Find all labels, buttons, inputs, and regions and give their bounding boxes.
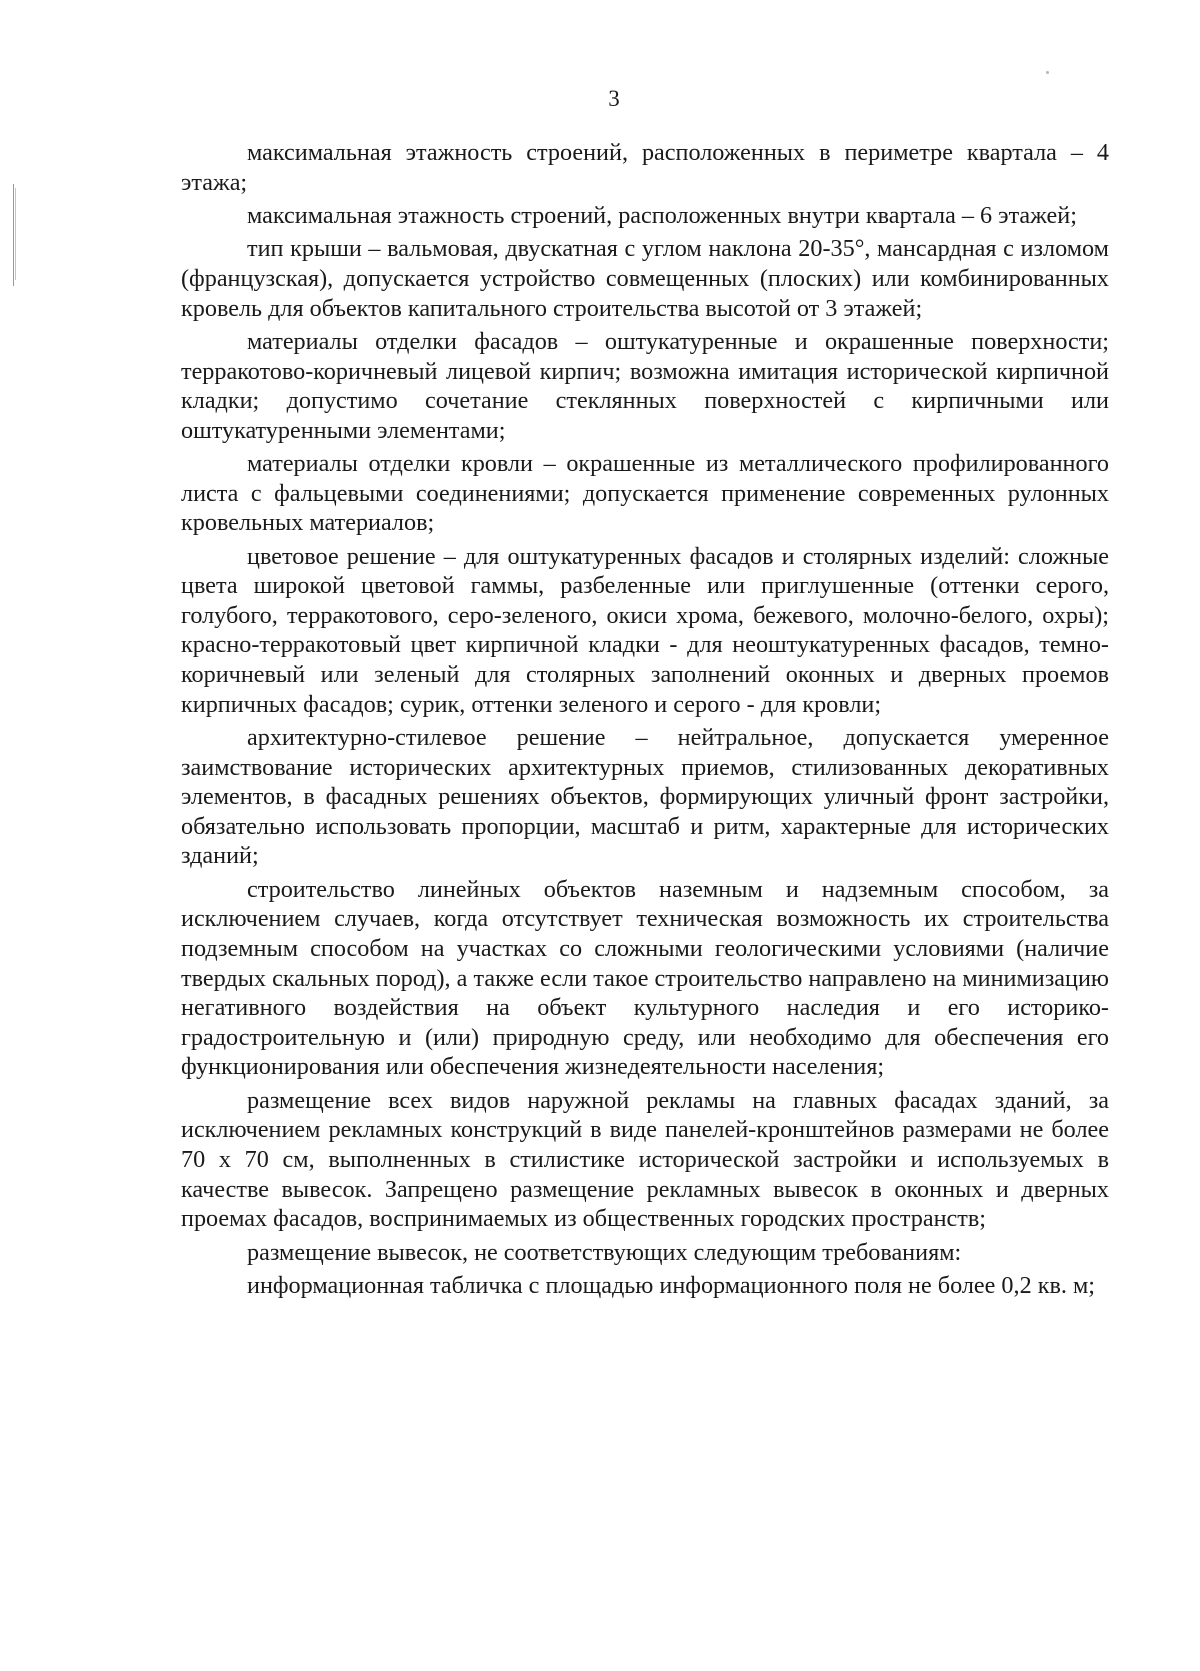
paragraph-information-plate: информационная табличка с площадью информационного поля не более 0,2 кв. м; (247, 1271, 1096, 1299)
paragraph-max-floors-perimeter: максимальная этажность строений, расположенных в периметре квартала – 4 этажа; (181, 139, 1109, 196)
scan-artifact-line (13, 184, 14, 286)
paragraph-roof-materials: материалы отделки кровли – окрашенные из металлического профилированного листа с фальцевыми соединениями; допускается применение современных рулонных кровельных материалов; (181, 450, 1109, 537)
page-number: 3 (608, 86, 620, 111)
paragraph-max-floors-inside: максимальная этажность строений, расположенных внутри квартала – 6 этажей; (247, 201, 1077, 229)
paragraph-facade-materials: материалы отделки фасадов – оштукатуренные и окрашенные поверхности; терракотово-коричневый лицевой кирпич; возможна имитация исторической кирпичной кладки; допустимо сочетание стеклянных поверхностей с кирпичными или оштукатуренными элементами; (181, 327, 1109, 444)
scan-artifact-dot (1046, 71, 1049, 74)
scan-artifact-line (15, 188, 16, 280)
paragraph-architectural-style: архитектурно-стилевое решение – нейтральное, допускается умеренное заимствование исторических архитектурных приемов, стилизованных декоративных элементов, в фасадных решениях объектов, формирующих уличный фронт застройки, обязательно использовать пропорции, масштаб и ритм, характерные для исторических зданий; (181, 724, 1109, 870)
paragraph-outdoor-advertising: размещение всех видов наружной рекламы на главных фасадах зданий, за исключением рекламных конструкций в виде панелей-кронштейнов размерами не более 70 х 70 см, выполненных в стилистике исторической застройки и используемых в качестве вывесок. Запрещено размещение рекламных вывесок в оконных и дверных проемах фасадов, воспринимаемых из общественных городских пространств; (181, 1086, 1109, 1233)
paragraph-linear-objects: строительство линейных объектов наземным и надземным способом, за исключением случаев, когда отсутствует техническая возможность их строительства подземным способом на участках со сложными геологическими условиями (наличие твердых скальных пород), а также если такое строительство направлено на минимизацию негативного воздействия на объект культурного наследия и его историко-градостроительную и (или) природную среду, или необходимо для обеспечения его функционирования или обеспечения жизнедеятельности населения; (181, 875, 1109, 1081)
paragraph-color-scheme: цветовое решение – для оштукатуренных фасадов и столярных изделий: сложные цвета широкой цветовой гаммы, разбеленные или приглушенные (оттенки серого, голубого, терракотового, серо-зеленого, окиси хрома, бежевого, молочно-белого, охры); красно-терракотовый цвет кирпичной кладки - для неоштукатуренных фасадов, темно-коричневый или зеленый для столярных заполнений оконных и дверных проемов кирпичных фасадов; сурик, оттенки зеленого и серого - для кровли; (181, 542, 1109, 718)
paragraph-signage-requirements: размещение вывесок, не соответствующих следующим требованиям: (247, 1238, 962, 1266)
paragraph-roof-type: тип крыши – вальмовая, двускатная с углом наклона 20-35°, мансардная с изломом (французская), допускается устройство совмещенных (плоских) или комбинированных кровель для объектов капитального строительства высотой от 3 этажей; (181, 235, 1109, 322)
document-body (181, 138, 1109, 1304)
